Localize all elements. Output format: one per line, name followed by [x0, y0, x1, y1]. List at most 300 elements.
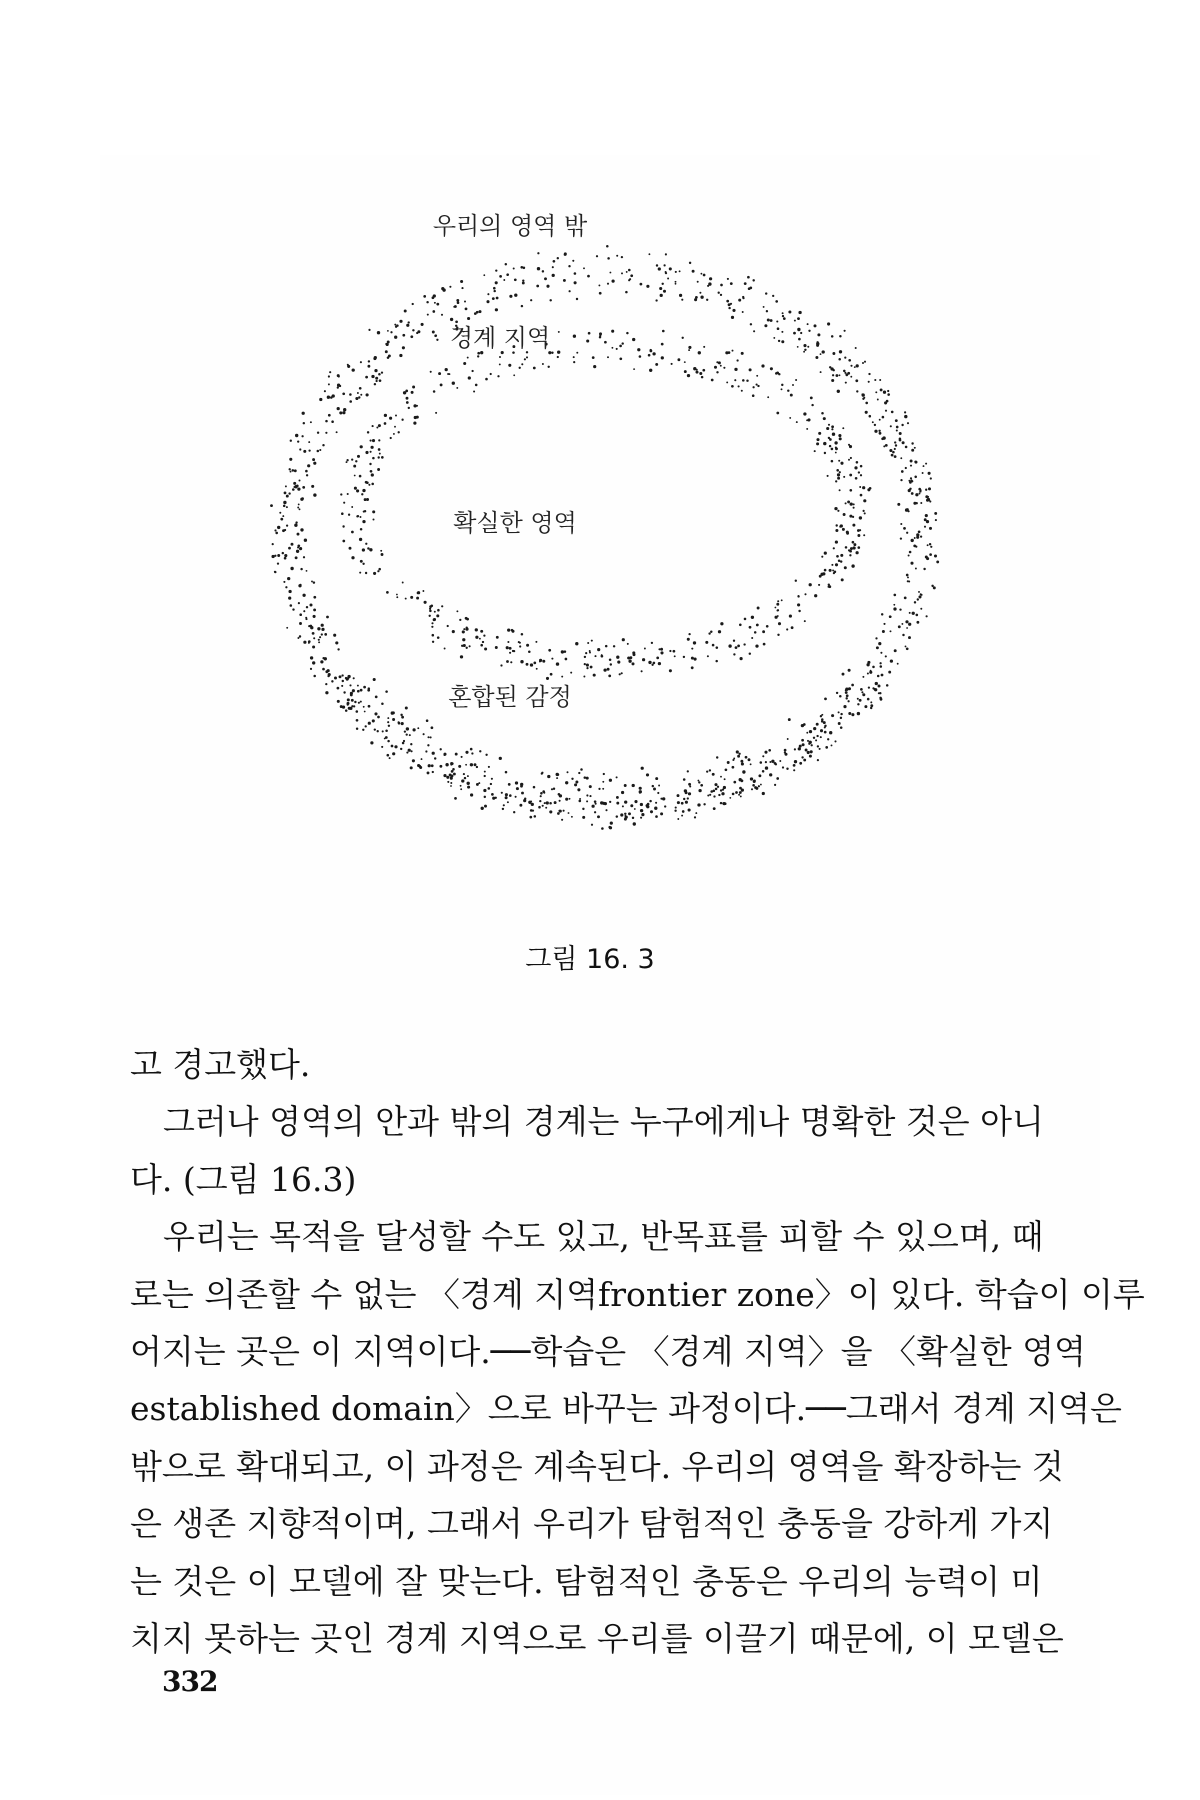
stipple-dot: [577, 788, 580, 791]
stipple-dot: [431, 726, 434, 729]
stipple-dot: [911, 442, 913, 444]
stipple-dot: [387, 330, 389, 332]
stipple-dot: [849, 515, 852, 518]
stipple-dot: [798, 747, 801, 750]
stipple-dot: [359, 387, 362, 390]
stipple-dot: [825, 746, 828, 749]
stipple-dot: [325, 691, 328, 694]
stipple-dot: [368, 329, 370, 331]
stipple-dot: [586, 664, 589, 667]
stipple-dot: [919, 493, 921, 495]
stipple-dot: [745, 756, 748, 759]
stipple-dot: [578, 772, 580, 774]
stipple-dot: [848, 712, 851, 715]
stipple-dot: [896, 429, 898, 431]
stipple-dot: [331, 420, 334, 423]
stipple-dot: [709, 769, 711, 771]
stipple-dot: [513, 650, 515, 652]
stipple-dot: [507, 628, 510, 631]
stipple-dot: [552, 266, 554, 268]
stipple-dot: [432, 634, 435, 637]
stipple-dot: [299, 508, 301, 510]
stipple-dot: [302, 412, 305, 415]
stipple-dot: [589, 650, 591, 652]
stipple-dot: [286, 506, 288, 508]
stipple-dot: [788, 310, 791, 313]
stipple-dot: [890, 616, 892, 618]
stipple-dot: [663, 290, 666, 293]
stipple-dot: [417, 591, 420, 594]
stipple-dot: [857, 703, 859, 705]
stipple-dot: [655, 802, 657, 804]
stipple-dot: [608, 675, 611, 678]
stipple-dot: [467, 786, 470, 789]
stipple-dot: [752, 784, 755, 787]
stipple-dot: [609, 659, 612, 662]
stipple-dot: [274, 529, 276, 531]
stipple-dot: [758, 785, 760, 787]
stipple-dot: [303, 422, 305, 424]
stipple-dot: [360, 701, 362, 703]
stipple-dot: [624, 815, 626, 817]
stipple-dot: [831, 564, 833, 566]
stipple-dot: [356, 719, 359, 722]
stipple-dot: [905, 467, 907, 469]
stipple-dot: [432, 752, 435, 755]
stipple-dot: [625, 291, 628, 294]
stipple-dot: [478, 782, 480, 784]
stipple-dot: [325, 432, 327, 434]
stipple-dot: [585, 652, 587, 654]
stipple-dot: [695, 296, 698, 299]
stipple-dot: [423, 295, 426, 298]
stipple-dot: [410, 766, 413, 769]
stipple-dot: [312, 645, 315, 648]
stipple-dot: [767, 318, 770, 321]
stipple-dot: [312, 661, 315, 664]
stipple-dot: [897, 663, 899, 665]
stipple-dot: [684, 370, 687, 373]
stipple-dot: [728, 644, 731, 647]
stipple-dot: [520, 660, 523, 663]
stipple-dot: [820, 715, 822, 717]
stipple-dot: [335, 641, 338, 644]
stipple-dot: [505, 796, 508, 799]
stipple-dot: [481, 807, 484, 810]
stipple-dot: [769, 761, 771, 763]
stipple-dot: [622, 805, 624, 807]
stipple-dot: [721, 792, 724, 795]
stipple-dot: [340, 705, 343, 708]
stipple-dot: [375, 377, 378, 380]
stipple-dot: [754, 786, 757, 789]
stipple-dot: [372, 518, 374, 520]
stipple-dot: [490, 373, 492, 375]
stipple-dot: [464, 301, 466, 303]
stipple-dot: [660, 294, 663, 297]
stipple-dot: [437, 636, 440, 639]
stipple-dot: [875, 682, 878, 685]
stipple-dot: [741, 762, 744, 765]
stipple-dot: [836, 692, 838, 694]
stipple-dot: [574, 783, 577, 786]
stipple-dot: [499, 363, 501, 365]
stipple-dot: [584, 663, 586, 665]
stipple-dot: [362, 563, 364, 565]
text-line: 는 것은 이 모델에 잘 맞는다. 탐험적인 충동은 우리의 능력이 미: [130, 1561, 1043, 1601]
stipple-dot: [534, 815, 537, 818]
stipple-dot: [882, 436, 885, 439]
stipple-dot: [930, 546, 932, 548]
stipple-dot: [832, 374, 834, 376]
stipple-dot: [688, 792, 691, 795]
stipple-dot: [775, 300, 778, 303]
label-established-domain: 확실한 영역: [453, 509, 577, 537]
stipple-dot: [285, 586, 287, 588]
stipple-dot: [652, 352, 655, 355]
stipple-dot: [462, 630, 465, 633]
stipple-dot: [924, 526, 926, 528]
text-line: 그러나 영역의 안과 밖의 경계는 누구에게나 명확한 것은 아니: [163, 1102, 1044, 1142]
stipple-dot: [838, 434, 841, 437]
stipple-dot: [824, 452, 826, 454]
stipple-dot: [402, 582, 404, 584]
stipple-dot: [311, 580, 313, 582]
stipple-dot: [342, 392, 345, 395]
stipple-dot: [327, 675, 329, 677]
stipple-dot: [831, 460, 834, 463]
stipple-dot: [928, 472, 931, 475]
stipple-dot: [575, 642, 578, 645]
stipple-dot: [514, 294, 517, 297]
stipple-dot: [401, 722, 404, 725]
stipple-dot: [381, 702, 384, 705]
stipple-dot: [461, 779, 464, 782]
stipple-dot: [410, 596, 413, 599]
stipple-dot: [835, 480, 837, 482]
stipple-dot: [703, 346, 705, 348]
stipple-dot: [547, 775, 550, 778]
stipple-dot: [313, 675, 316, 678]
stipple-dot: [782, 312, 784, 314]
stipple-dot: [806, 732, 808, 734]
stipple-dot: [705, 641, 708, 644]
stipple-dot: [499, 275, 502, 278]
stipple-dot: [890, 630, 892, 632]
stipple-dot: [453, 773, 456, 776]
stipple-dot: [621, 791, 624, 794]
stipple-dot: [542, 790, 545, 793]
stipple-dot: [885, 444, 888, 447]
stipple-dot: [925, 489, 927, 491]
stipple-dot: [688, 633, 690, 635]
stipple-dot: [757, 607, 760, 610]
stipple-dot: [476, 766, 478, 768]
stipple-dot: [619, 357, 622, 360]
stipple-dot: [911, 480, 913, 482]
stipple-dot: [514, 278, 517, 281]
stipple-dot: [288, 547, 291, 550]
stipple-dot: [576, 352, 578, 354]
stipple-dot: [838, 711, 840, 713]
stipple-dot: [694, 658, 697, 661]
stipple-dot: [283, 501, 286, 504]
stipple-dot: [519, 804, 522, 807]
stipple-dot: [684, 361, 686, 363]
stipple-dot: [503, 279, 505, 281]
stipple-dot: [700, 296, 703, 299]
stipple-dot: [413, 728, 416, 731]
stipple-dot: [646, 285, 649, 288]
stipple-dot: [688, 346, 691, 349]
stipple-dot: [823, 442, 826, 445]
stipple-dot: [528, 650, 531, 653]
stipple-dot: [652, 785, 654, 787]
stipple-dot: [609, 801, 611, 803]
stipple-dot: [416, 597, 419, 600]
stipple-dot: [688, 808, 691, 811]
stipple-dot: [709, 277, 712, 280]
stipple-dot: [561, 819, 563, 821]
stipple-dot: [447, 781, 449, 783]
stipple-dot: [622, 342, 624, 344]
stipple-dot: [561, 650, 564, 653]
stipple-dot: [741, 789, 744, 792]
stipple-dot: [370, 440, 372, 442]
stipple-dot: [487, 293, 489, 295]
stipple-dot: [486, 300, 489, 303]
stipple-dot: [748, 758, 751, 761]
stipple-dot: [658, 267, 661, 270]
stipple-dot: [765, 761, 767, 763]
stipple-dot: [292, 608, 294, 610]
stipple-dot: [451, 770, 454, 773]
stipple-dot: [823, 417, 826, 420]
stipple-dot: [740, 760, 743, 763]
stipple-dot: [372, 425, 374, 427]
stipple-dot: [781, 384, 783, 386]
stipple-dot: [683, 656, 685, 658]
stipple-dot: [549, 810, 552, 813]
stipple-dot: [902, 634, 904, 636]
stipple-dot: [766, 310, 768, 312]
stipple-dot: [883, 623, 885, 625]
stipple-dot: [723, 367, 725, 369]
stipple-dot: [551, 788, 553, 790]
stipple-dot: [876, 646, 879, 649]
stipple-dot: [406, 401, 409, 404]
stipple-dot: [542, 363, 544, 365]
stipple-dot: [855, 379, 858, 382]
stipple-dot: [326, 616, 329, 619]
stipple-dot: [824, 569, 827, 572]
stipple-dot: [485, 754, 487, 756]
stipple-dot: [295, 434, 298, 437]
stipple-dot: [877, 675, 880, 678]
stipple-dot: [286, 524, 288, 526]
stipple-dot: [402, 742, 405, 745]
stipple-dot: [857, 546, 860, 549]
stipple-dot: [584, 656, 586, 658]
stipple-dot: [385, 729, 388, 732]
stipple-dot: [392, 752, 395, 755]
stipple-dot: [591, 824, 593, 826]
stipple-dot: [844, 372, 846, 374]
stipple-dot: [654, 807, 657, 810]
stipple-dot: [835, 529, 838, 532]
stipple-dot: [493, 287, 496, 290]
stipple-dot: [540, 792, 543, 795]
stipple-dot: [853, 503, 855, 505]
stipple-dot: [839, 695, 842, 698]
stipple-dot: [318, 641, 320, 643]
stipple-dot: [292, 469, 295, 472]
stipple-dot: [731, 385, 734, 388]
stipple-dot: [637, 348, 640, 351]
stipple-dot: [379, 379, 382, 382]
stipple-dot: [816, 723, 819, 726]
stipple-dot: [549, 299, 551, 301]
stipple-dot: [880, 388, 883, 391]
stipple-dot: [627, 657, 629, 659]
stipple-dot: [919, 490, 921, 492]
stipple-dot: [321, 633, 323, 635]
stipple-dot: [509, 295, 512, 298]
stipple-dot: [736, 750, 739, 753]
stipple-dot: [646, 773, 649, 776]
stipple-dot: [687, 374, 690, 377]
stipple-dot: [713, 795, 715, 797]
stipple-dot: [376, 426, 378, 428]
stipple-dot: [603, 668, 606, 671]
stipple-dot: [480, 644, 483, 647]
stipple-dot: [621, 272, 623, 274]
stipple-dot: [803, 759, 806, 762]
stipple-dot: [432, 310, 435, 313]
stipple-dot: [368, 705, 371, 708]
stipple-dot: [349, 393, 352, 396]
stipple-dot: [899, 438, 902, 441]
stipple-dot: [760, 761, 763, 764]
stipple-dot: [764, 324, 767, 327]
stipple-dot: [795, 379, 797, 381]
stipple-dot: [813, 737, 815, 739]
stipple-dot: [505, 263, 507, 265]
stipple-dot: [801, 724, 804, 727]
stipple-dot: [853, 507, 855, 509]
stipple-dot: [738, 299, 741, 302]
stipple-dot: [763, 643, 766, 646]
stipple-dot: [372, 457, 375, 460]
stipple-dot: [328, 375, 330, 377]
stipple-dot: [519, 367, 521, 369]
stipple-dot: [749, 652, 751, 654]
stipple-dot: [610, 821, 613, 824]
stipple-dot: [466, 647, 468, 649]
stipple-dot: [662, 330, 665, 333]
stipple-dot: [748, 287, 751, 290]
stipple-dot: [924, 518, 927, 521]
stipple-dot: [675, 271, 677, 273]
stipple-dot: [845, 697, 847, 699]
stipple-dot: [703, 274, 706, 277]
stipple-dot: [357, 690, 360, 693]
stipple-dot: [887, 390, 889, 392]
stipple-dot: [908, 636, 911, 639]
stipple-dot: [443, 753, 446, 756]
stipple-dot: [410, 335, 413, 338]
stipple-dot: [509, 647, 512, 650]
stipple-dot: [884, 401, 887, 404]
stipple-dot: [284, 492, 287, 495]
stipple-dot: [840, 726, 843, 729]
stipple-dot: [773, 337, 775, 339]
stipple-dot: [557, 812, 560, 815]
stipple-dot: [691, 666, 694, 669]
stipple-dot: [443, 774, 446, 777]
stipple-dot: [824, 731, 827, 734]
stipple-dot: [412, 329, 414, 331]
stipple-dot: [408, 321, 410, 323]
stipple-dot: [714, 783, 717, 786]
stipple-dot: [624, 800, 627, 803]
stipple-dot: [594, 811, 596, 813]
stipple-dot: [835, 374, 838, 377]
stipple-dot: [854, 466, 857, 469]
stipple-dot: [774, 607, 776, 609]
stipple-dot: [538, 806, 541, 809]
stipple-dot: [508, 364, 511, 367]
stipple-dot: [386, 754, 389, 757]
stipple-dot: [839, 335, 841, 337]
stipple-dot: [657, 792, 659, 794]
stipple-dot: [553, 787, 555, 789]
text-line: 다. (그림 16.3): [130, 1159, 357, 1199]
stipple-dot: [350, 692, 353, 695]
stipple-dot: [842, 427, 844, 429]
stipple-dot: [586, 800, 588, 802]
stipple-dot: [274, 571, 276, 573]
stipple-dot: [732, 759, 734, 761]
stipple-dot: [736, 359, 738, 361]
stipple-dot: [289, 468, 291, 470]
stipple-dot: [450, 785, 452, 787]
stipple-dot: [607, 356, 609, 358]
stipple-dot: [277, 526, 280, 529]
stipple-dot: [685, 791, 688, 794]
stipple-dot: [519, 642, 521, 644]
stipple-dot: [711, 379, 714, 382]
stipple-dot: [377, 570, 379, 572]
stipple-dot: [904, 597, 907, 600]
stipple-dot: [912, 612, 915, 615]
stipple-dot: [849, 550, 852, 553]
stipple-dot: [725, 351, 728, 354]
stipple-dot: [850, 365, 852, 367]
stipple-dot: [838, 358, 841, 361]
stipple-dot: [539, 661, 541, 663]
stipple-dot: [372, 510, 375, 513]
stipple-dot: [425, 750, 427, 752]
stipple-dot: [918, 591, 920, 593]
stipple-dot: [520, 266, 523, 269]
stipple-dot: [927, 544, 929, 546]
stipple-dot: [594, 655, 596, 657]
stipple-dot: [303, 641, 306, 644]
stipple-dot: [861, 691, 863, 693]
stipple-dot: [526, 356, 528, 358]
stipple-dot: [908, 480, 910, 482]
